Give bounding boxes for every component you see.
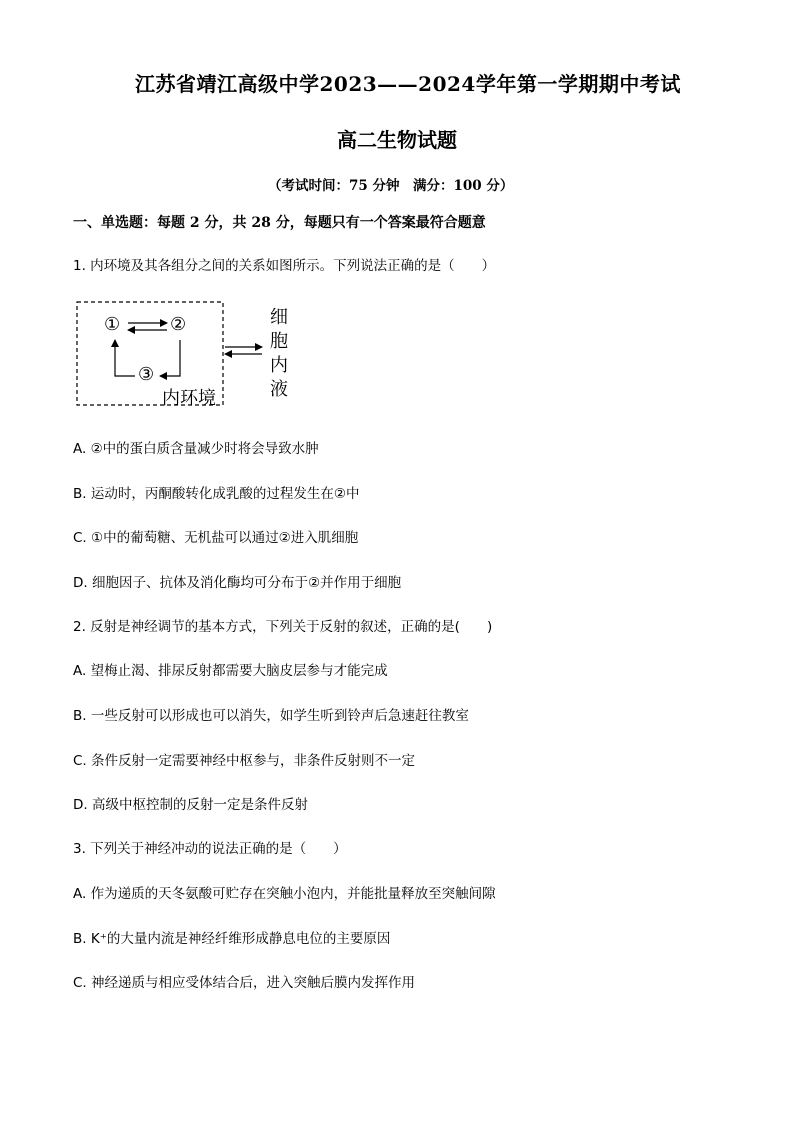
inner-environment-label: 内环境 xyxy=(162,388,216,409)
question-1-option-a: A. ②中的蛋白质含量减少时将会导致水肿 xyxy=(73,441,319,457)
question-3-option-b: B. K⁺的大量内流是神经纤维形成静息电位的主要原因 xyxy=(73,931,391,947)
section-heading: 一、单选题：每题 2 分，共 28 分，每题只有一个答案最符合题意 xyxy=(73,215,486,231)
question-1-stem: 1. 内环境及其各组分之间的关系如图所示。下列说法正确的是（ ） xyxy=(73,258,496,274)
node-1-label: ① xyxy=(104,314,121,335)
question-1-option-d: D. 细胞因子、抗体及消化酶均可分布于②并作用于细胞 xyxy=(73,575,402,591)
question-2-option-d: D. 高级中枢控制的反射一定是条件反射 xyxy=(73,797,308,813)
question-2-stem: 2. 反射是神经调节的基本方式，下列关于反射的叙述，正确的是( ) xyxy=(73,619,493,635)
arrow-2-to-3 xyxy=(160,340,180,376)
exam-info: （考试时间：75 分钟 满分：100 分） xyxy=(268,178,514,194)
arrow-3-to-1 xyxy=(115,340,135,376)
question-3-option-c: C. 神经递质与相应受体结合后，进入突触后膜内发挥作用 xyxy=(73,975,416,991)
cell-fluid-char-4: 液 xyxy=(270,379,288,400)
question-1-option-c: C. ①中的葡萄糖、无机盐可以通过②进入肌细胞 xyxy=(73,530,359,546)
exam-title: 江苏省靖江高级中学2023——2024学年第一学期期中考试 xyxy=(135,72,681,96)
question-3-stem: 3. 下列关于神经冲动的说法正确的是（ ） xyxy=(73,841,347,857)
exam-subtitle: 高二生物试题 xyxy=(337,128,457,152)
cell-fluid-label xyxy=(267,306,291,402)
question-2-option-c: C. 条件反射一定需要神经中枢参与，非条件反射则不一定 xyxy=(73,753,416,769)
node-2-label: ② xyxy=(170,314,187,335)
environment-diagram xyxy=(70,296,310,414)
question-1-option-b: B. 运动时，丙酮酸转化成乳酸的过程发生在②中 xyxy=(73,486,360,502)
question-2-option-a: A. 望梅止渴、排尿反射都需要大脑皮层参与才能完成 xyxy=(73,663,388,679)
cell-fluid-char-2: 胞 xyxy=(270,331,288,352)
question-2-option-b: B. 一些反射可以形成也可以消失，如学生听到铃声后急速赶往教室 xyxy=(73,708,469,724)
cell-fluid-char-1: 细 xyxy=(270,307,288,328)
cell-fluid-char-3: 内 xyxy=(270,355,288,376)
node-3-label: ③ xyxy=(138,364,155,385)
question-3-option-a: A. 作为递质的天冬氨酸可贮存在突触小泡内，并能批量释放至突触间隙 xyxy=(73,886,496,902)
